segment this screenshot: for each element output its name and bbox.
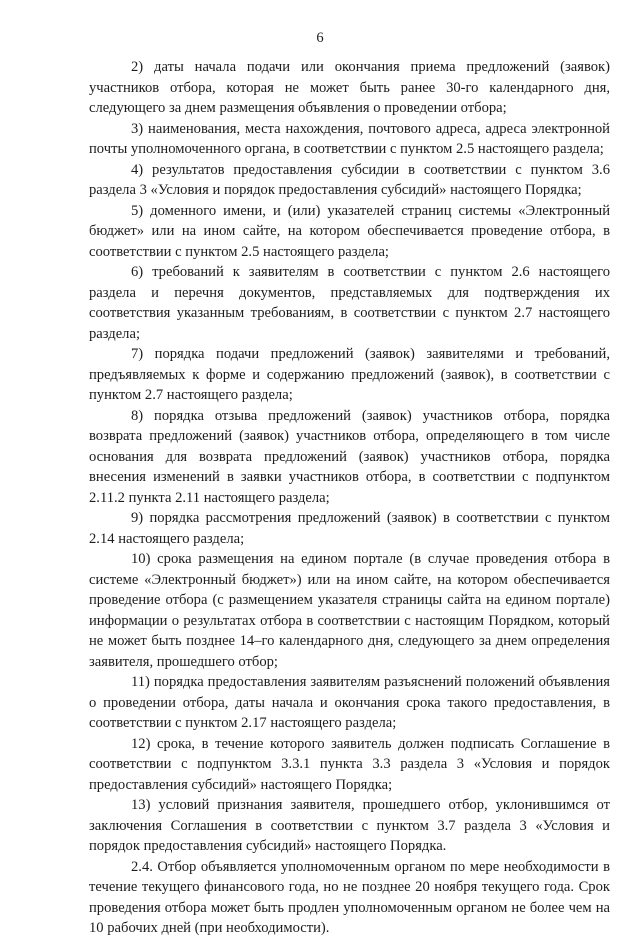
paragraph-item-4: 4) результатов предоставления субсидии в соответствии с пунктом 3.6 раздела 3 «Условия и порядок предоставления субсидий» настоящего Порядка; (89, 161, 610, 198)
paragraph-item-5: 5) доменного имени, и (или) указателей страниц системы «Электронный бюджет» или на ином сайте, на котором обеспечивается проведение отбора, в соответствии с пунктом 2.5 настоящего раздела; (89, 202, 610, 260)
paragraph-item-6: 6) требований к заявителям в соответствии с пунктом 2.6 настоящего раздела и перечня документов, представляемых для подтверждения их соответствия указанным требованиям, в соответствии с пунктом 2.7 настоящего раздела; (89, 264, 610, 342)
page-number: 6 (316, 30, 324, 46)
paragraph-item-8: 8) порядка отзыва предложений (заявок) участников отбора, порядка возврата предложений (заявок) участников отбора, определяющего в том числе основания для возврата предложений (заявок) участников отбора, порядка внесения изменений в заявки участников отбора, в соответствии с подпунктом 2.11.2 пункта 2.11 настоящего раздела; (89, 407, 610, 506)
paragraph-2-4: 2.4. Отбор объявляется уполномоченным органом по мере необходимости в течение текущего финансового года, но не позднее 20 ноября текущего года. Срок проведения отбора может быть продлен уполномоченным органом не более чем на 10 рабочих дней (при необходимости). (89, 858, 610, 936)
paragraph-item-12: 12) срока, в течение которого заявитель должен подписать Соглашение в соответствии с подпунктом 3.3.1 пункта 3.3 раздела 3 «Условия и порядок предоставления субсидий» настоящего Порядка; (89, 735, 610, 793)
paragraph-item-9: 9) порядка рассмотрения предложений (заявок) в соответствии с пунктом 2.14 настоящего раздела; (89, 510, 610, 547)
paragraph-item-10: 10) срока размещения на едином портале (в случае проведения отбора в системе «Электронный бюджет») или на ином сайте, на котором обеспечивается проведение отбора (с размещением указателя страницы сайта на едином портале) информации о результатах отбора в соответствии с настоящим Порядком, который не может быть позднее 14–го календарного дня, следующего за днем определения заявителя, прошедшего отбор; (89, 551, 610, 670)
paragraph-item-11: 11) порядка предоставления заявителям разъяснений положений объявления о проведении отбора, даты начала и окончания срока такого предоставления, в соответствии с пунктом 2.17 настоящего раздела; (89, 674, 610, 731)
paragraph-item-7: 7) порядка подачи предложений (заявок) заявителями и требований, предъявляемых к форме и содержанию предложений (заявок), в соответствии с пунктом 2.7 настоящего раздела; (89, 346, 610, 403)
paragraph-item-2: 2) даты начала подачи или окончания приема предложений (заявок) участников отбора, которая не может быть ранее 30-го календарного дня, следующего за днем размещения объявления о проведении отбора; (89, 59, 610, 116)
paragraph-item-3: 3) наименования, места нахождения, почтового адреса, адреса электронной почты уполномоченного органа, в соответствии с пунктом 2.5 настоящего раздела; (89, 120, 610, 157)
paragraph-item-13: 13) условий признания заявителя, прошедшего отбор, уклонившимся от заключения Соглашения в соответствии с пунктом 3.7 раздела 3 «Условия и порядок предоставления субсидий» настоящего Порядка. (89, 797, 610, 854)
document-body (89, 57, 610, 939)
